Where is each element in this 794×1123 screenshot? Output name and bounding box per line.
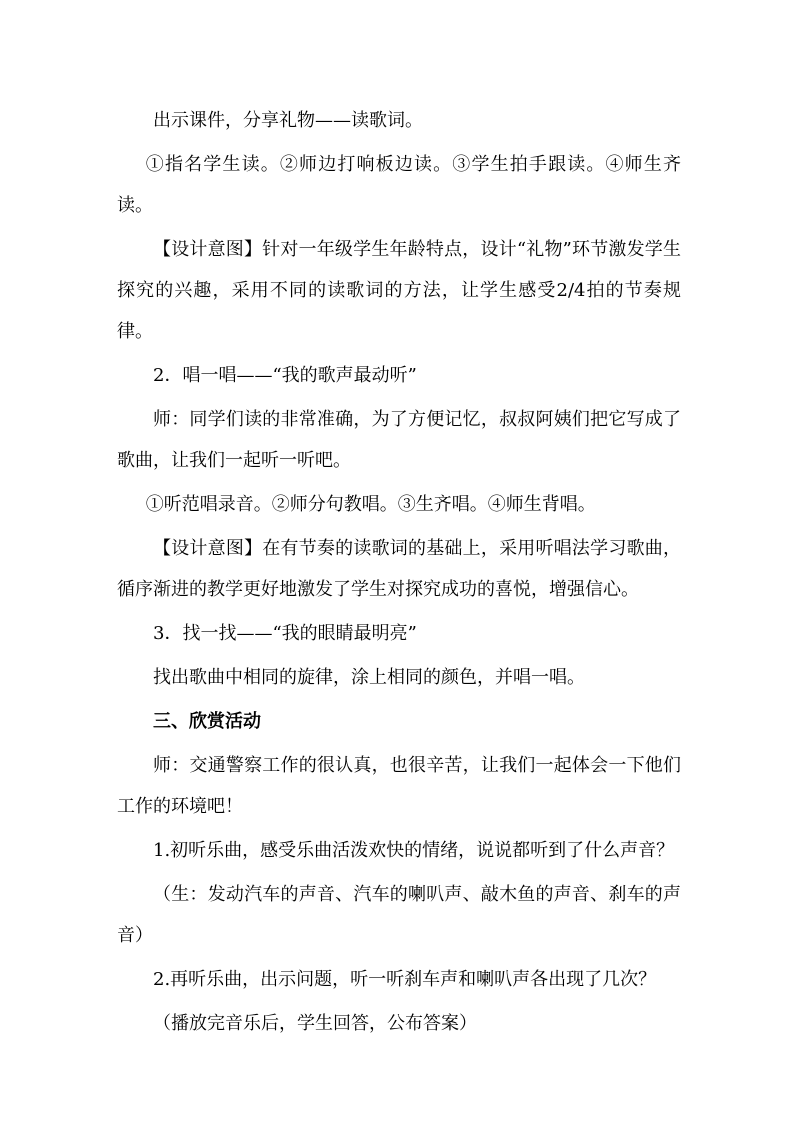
paragraph-student-answer: （生：发动汽车的声音、汽车的喇叭声、敲木鱼的声音、刹车的声音） xyxy=(117,884,681,946)
paragraph-second-listen: 2.再听乐曲，出示问题，听一听刹车声和喇叭声各出现了几次？ xyxy=(153,969,657,990)
document-body xyxy=(117,100,681,1044)
paragraph-design-intent-1: 【设计意图】针对一年级学生年龄特点，设计“礼物”环节激发学生探究的兴趣，采用不同的读歌词的方法，让学生感受2/4拍的节奏规律。 xyxy=(117,239,681,342)
paragraph-teacher-police: 师：交通警察工作的很认真，也很辛苦，让我们一起体会一下他们工作的环境吧！ xyxy=(117,755,681,817)
paragraph-reading-steps: ①指名学生读。②师边打响板边读。③学生拍手跟读。④师生齐读。 xyxy=(117,154,681,216)
paragraph-share-gift: 出示课件，分享礼物——读歌词。 xyxy=(153,110,423,131)
paragraph-design-intent-2: 【设计意图】在有节奏的读歌词的基础上，采用听唱法学习歌曲，循序渐进的教学更好地激发了学生对探究成功的喜悦，增强信心。 xyxy=(117,538,681,600)
section-heading-appreciation: 三、欣赏活动 xyxy=(153,711,261,732)
paragraph-singing-steps: ①听范唱录音。②师分句教唱。③生齐唱。④师生背唱。 xyxy=(145,494,596,515)
paragraph-play-answer: （播放完音乐后，学生回答，公布答案） xyxy=(153,1013,477,1034)
paragraph-sing-heading: 2．唱一唱——“我的歌声最动听” xyxy=(153,365,417,386)
paragraph-find-melody: 找出歌曲中相同的旋律，涂上相同的颜色，并唱一唱。 xyxy=(153,667,585,688)
paragraph-teacher-listen: 师：同学们读的非常准确，为了方便记忆，叔叔阿姨们把它写成了歌曲，让我们一起听一听吧。 xyxy=(117,409,681,471)
paragraph-first-listen: 1.初听乐曲，感受乐曲活泼欢快的情绪，说说都听到了什么声音？ xyxy=(153,840,675,861)
paragraph-find-heading: 3．找一找——“我的眼睛最明亮” xyxy=(153,623,417,644)
